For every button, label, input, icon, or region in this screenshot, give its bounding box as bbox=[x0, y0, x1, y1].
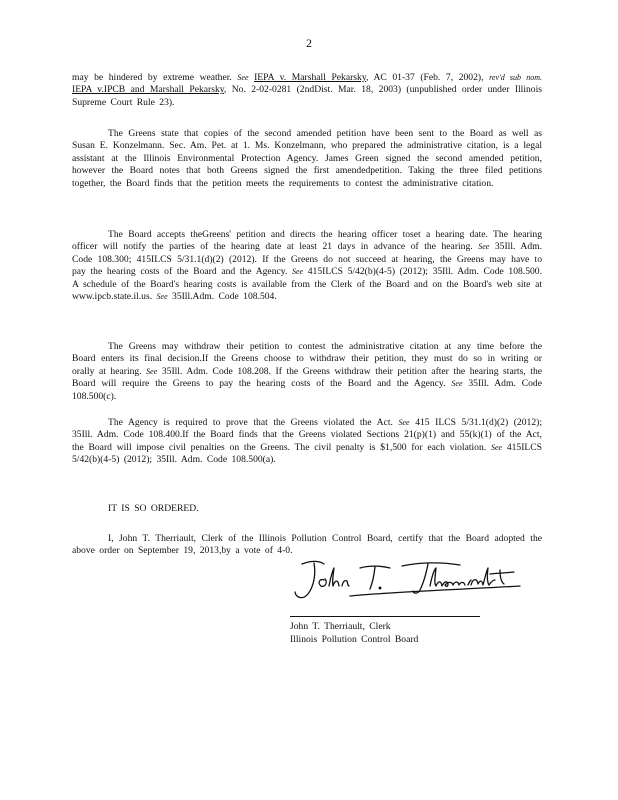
paragraph-2: The Greens state that copies of the second amended petition have been sent to the Board as well as Susan E. Konzelmann. Sec. Am. Pet. at 1. Ms. Konzelmann, who prepared the administrative citation, is a legal assistant at the Illinois Environmental Protection Agency. James Green signed the second amended petition, however the Board notes that both Greens signed the first amendedpetition. Taking the three filed petitions together, the Board finds that the petition meets the requirements to contest the administrative citation. bbox=[72, 128, 542, 189]
paragraph-3 bbox=[72, 229, 542, 303]
p3-text-d: 35Ill.Adm. Code 108.504. bbox=[167, 291, 277, 303]
p3-text-c: 415ILCS 5/42(b)(4-5) (2012); 35Ill. Adm. Code 108.500. A schedule of the Board's hearing costs is available from the Clerk of the Board and on the Board's web site at www.ipcb.state.il.us. bbox=[72, 266, 542, 303]
signer-name: John T. Therriault, Clerk bbox=[290, 621, 391, 632]
p3-see-3: See bbox=[156, 292, 168, 302]
p3-text-b: 35Ill. Adm. Code 108.300; 415ILCS 5/31.1(d)(2) (2012). If the Greens do not succeed at hearing, the Greens may have to pay the hearing costs of the Board and the Agency. bbox=[72, 241, 542, 278]
order-statement: IT IS SO ORDERED. bbox=[108, 503, 199, 514]
signer-organization: Illinois Pollution Control Board bbox=[290, 634, 419, 645]
p3-see-2: See bbox=[291, 267, 304, 277]
p3-see-1: See bbox=[478, 242, 490, 252]
p1-text-c: , No. 2-02-0281 (2ndDist. Mar. 18, 2003) (unpublished order under Illinois Supreme Court Rule 23). bbox=[72, 84, 542, 108]
p1-revd: rev'd sub nom. bbox=[489, 73, 542, 82]
p4-text-a: The Greens may withdraw their petition to contest the administrative citation at any time before the Board enters its final decision.If the Greens choose to withdraw their petition, they must do so in writing or orally at hearing. bbox=[72, 341, 542, 377]
p1-case-1: IEPA v. Marshall Pekarsky bbox=[254, 72, 366, 83]
signature-line bbox=[290, 616, 480, 617]
p3-text-a: The Board accepts theGreens' petition and directs the hearing officer toset a hearing date. The hearing officer will notify the parties of the hearing date at least 21 days in advance of the hearing. bbox=[72, 229, 542, 253]
clerk-certification: I, John T. Therriault, Clerk of the Illinois Pollution Control Board, certify that the Board adopted the above order on September 19, 2013,by a vote of 4-0. bbox=[72, 533, 542, 557]
p1-see: See bbox=[237, 73, 249, 82]
paragraph-1 bbox=[72, 72, 542, 109]
p5-text-c: 415ILCS 5/42(b)(4-5) (2012); 35Ill. Adm. Code 108.500(a). bbox=[72, 441, 542, 466]
p4-see-2: See bbox=[451, 379, 463, 389]
p5-see-2: See bbox=[490, 442, 503, 452]
page-number: 2 bbox=[306, 36, 312, 50]
p4-text-c: 35Ill. Adm. Code 108.500(c). bbox=[72, 378, 542, 402]
p1-case-2: IEPA v.IPCB and Marshall Pekarsky bbox=[72, 84, 224, 96]
p5-text-b: 415 ILCS 5/31.1(d)(2) (2012); 35Ill. Adm. Code 108.400.If the Board finds that the Greens violated Sections 21(p)(1) and 55(k)(1) of the Act, the Board will impose civil penalties on the Greens. The civil penalty is $1,500 for each violation. bbox=[72, 417, 542, 453]
paragraph-4 bbox=[72, 341, 542, 403]
handwritten-signature bbox=[290, 556, 530, 606]
p4-see-1: See bbox=[146, 366, 158, 376]
p5-text-a: The Agency is required to prove that the Greens violated the Act. bbox=[108, 417, 399, 428]
p5-see-1: See bbox=[398, 418, 410, 427]
p4-text-b: 35Ill. Adm. Code 108.208. If the Greens withdraw their petition after the hearing starts, the Board will require the Greens to pay the hearing costs of the Board and the Agency. bbox=[72, 365, 542, 390]
paragraph-5 bbox=[72, 417, 542, 467]
p1-text-b: , AC 01-37 (Feb. 7, 2002), bbox=[366, 72, 490, 83]
p1-text-a: may be hindered by extreme weather. bbox=[72, 72, 238, 83]
